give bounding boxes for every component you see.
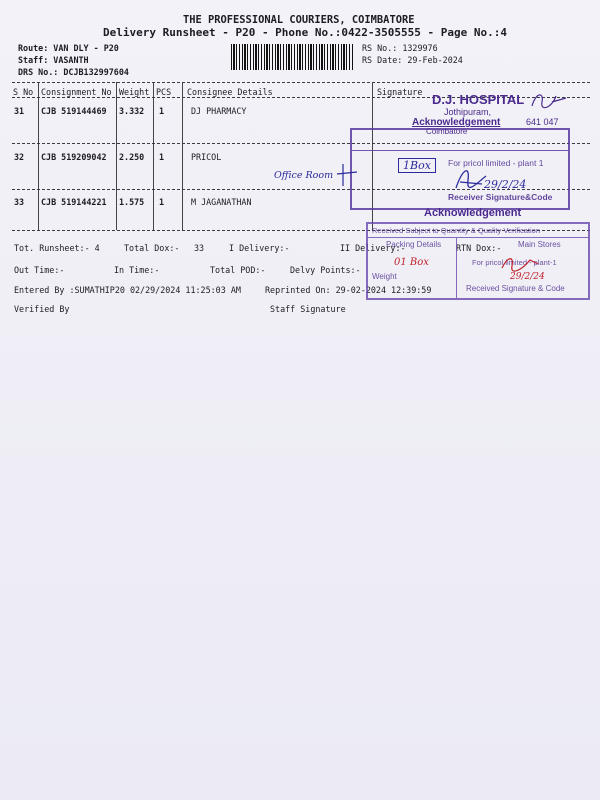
pricol-stamp-line1: For pricol limited - plant 1 [448, 158, 544, 168]
entered-by: Entered By :SUMATHIP20 02/29/2024 11:25:03 AM [14, 285, 241, 295]
handwritten-date-1: 29/2/24 [484, 178, 527, 191]
pricol-stamp-rule [352, 150, 568, 151]
company-name: THE PROFESSIONAL COURIERS, COIMBATORE [183, 14, 415, 26]
handwritten-box-count-2: 01 Box [394, 257, 429, 268]
hospital-stamp-location: Jothipuram, [444, 107, 492, 117]
col-weight: Weight [119, 87, 150, 97]
col-divider [153, 82, 154, 230]
drs-number: DRS No.: DCJB132997604 [18, 67, 129, 77]
row-consignment: CJB 519144469 [41, 106, 107, 116]
route-field: Route: VAN DLY - P20 [18, 43, 119, 53]
col-divider [116, 82, 117, 230]
row-sno: 33 [14, 197, 25, 207]
col-consignee: Consignee Details [187, 87, 273, 97]
row-consignee: M JAGANATHAN [191, 197, 252, 207]
handwritten-date-2: 29/2/24 [510, 272, 545, 282]
row-weight: 3.332 [119, 106, 145, 116]
staff-signature: Staff Signature [270, 304, 346, 314]
ack-signature [500, 254, 540, 274]
ack-stamp-rule [368, 237, 588, 238]
row-sno: 32 [14, 152, 25, 162]
table-top-rule [12, 82, 590, 83]
pricol-stamp-line2: Receiver Signature&Code [448, 192, 553, 202]
ack-stamp-stores: Main Stores [518, 240, 561, 249]
ack-stamp-packing: Packing Details [386, 240, 442, 249]
hospital-stamp-pin: 641 047 [526, 117, 559, 127]
col-consignment: Consignment No [41, 87, 112, 97]
staff-field: Staff: VASANTH [18, 55, 89, 65]
tot-runsheet: Tot. Runsheet:- 4 [14, 243, 100, 253]
ack-stamp-sig: Received Signature & Code [466, 284, 565, 293]
hospital-stamp-city: Coimbatore [426, 127, 468, 136]
col-divider [38, 82, 39, 230]
col-divider [182, 82, 183, 230]
i-delivery: I Delivery:- [229, 243, 290, 253]
row-consignment: CJB 519144221 [41, 197, 107, 207]
hospital-signature [528, 88, 568, 112]
barcode [231, 44, 353, 70]
handwritten-office-room: Office Room [274, 170, 334, 181]
row-pcs: 1 [159, 106, 165, 116]
total-pod: Total POD:- [210, 265, 266, 275]
verified-by: Verified By [14, 304, 70, 314]
total-dox-value: 33 [194, 243, 205, 253]
rtn-dox: RTN Dox:- [456, 243, 502, 253]
ack-stamp-title: Acknowledgement [424, 207, 522, 219]
runsheet-title: Delivery Runsheet - P20 - Phone No.:0422-3505555 - Page No.:4 [103, 26, 507, 39]
reprinted-on: Reprinted On: 29-02-2024 12:39:59 [265, 285, 432, 295]
row-weight: 2.250 [119, 152, 145, 162]
row-consignee: PRICOL [191, 152, 222, 162]
rs-date: RS Date: 29-Feb-2024 [362, 55, 463, 65]
ack-stamp-for: For pricol limited - plant-1 [472, 258, 557, 267]
row-pcs: 1 [159, 152, 165, 162]
col-pcs: PCS [156, 87, 172, 97]
hospital-stamp-ack: Acknowledgement [412, 117, 501, 128]
col-sno: S No [13, 87, 34, 97]
hospital-stamp-name: D.J. HOSPITAL [432, 92, 525, 107]
ack-stamp-sub: Received Subject to Quantity & Quality Verification [372, 226, 541, 235]
ack-stamp-weight: Weight [372, 272, 397, 281]
row-pcs: 1 [159, 197, 165, 207]
row-consignment: CJB 519209042 [41, 152, 107, 162]
handwritten-box-count: 1Box [398, 158, 436, 173]
in-time: In Time:- [114, 265, 160, 275]
rs-number: RS No.: 1329976 [362, 43, 438, 53]
row-sno: 31 [14, 106, 25, 116]
handwritten-mark [335, 160, 365, 190]
col-signature: Signature [377, 87, 423, 97]
ack-stamp-divider [456, 237, 457, 298]
delvy-points: Delvy Points:- [290, 265, 361, 275]
out-time: Out Time:- [14, 265, 65, 275]
receiver-signature [452, 162, 488, 192]
row-weight: 1.575 [119, 197, 145, 207]
row-consignee: DJ PHARMACY [191, 106, 247, 116]
ii-delivery: II Delivery:- [340, 243, 406, 253]
total-dox-label: Total Dox:- [124, 243, 180, 253]
